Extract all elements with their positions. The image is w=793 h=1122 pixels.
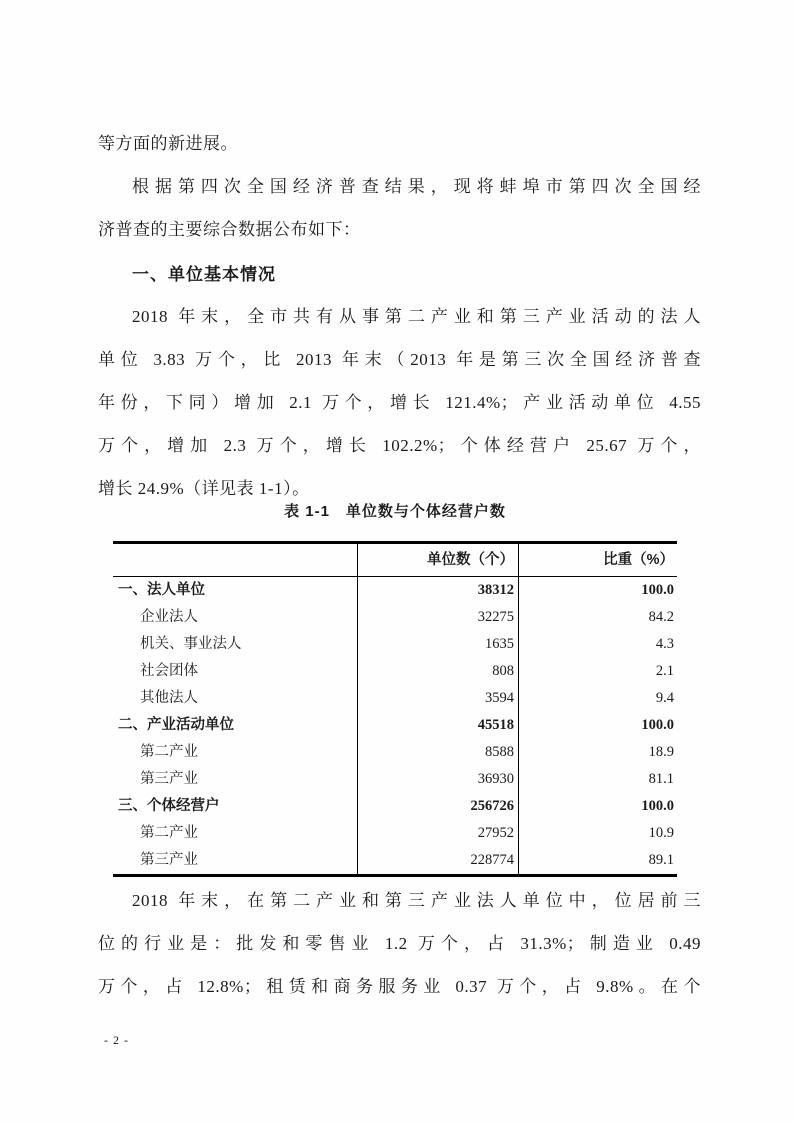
header-stub-cell — [113, 544, 357, 576]
row-share: 84.2 — [518, 604, 677, 631]
row-share: 81.1 — [518, 766, 677, 793]
body-line: 位的行业是：批发和零售业 1.2 万个，占 31.3%；制造业 0.49 — [98, 934, 701, 953]
row-share: 10.9 — [518, 820, 677, 847]
table-header-row — [113, 544, 677, 577]
body-line: 2018 年末，全市共有从事第二产业和第三产业活动的法人 — [132, 307, 701, 326]
row-units: 1635 — [357, 631, 518, 658]
body-line: 万个，增加 2.3 万个，增长 102.2%；个体经营户 25.67 万个， — [98, 436, 701, 455]
row-units: 808 — [357, 658, 518, 685]
row-label: 其他法人 — [140, 690, 198, 706]
units-table — [113, 541, 677, 877]
row-share: 2.1 — [518, 658, 677, 685]
row-units: 38312 — [357, 577, 518, 604]
body-line: 单位 3.83 万个，比 2013 年末（2013 年是第三次全国经济普查 — [98, 350, 701, 369]
row-share: 100.0 — [518, 712, 677, 739]
row-label: 一、法人单位 — [118, 582, 205, 598]
row-units: 27952 — [357, 820, 518, 847]
row-share: 100.0 — [518, 577, 677, 604]
row-label: 三、个体经营户 — [118, 798, 220, 814]
table-row — [113, 604, 677, 631]
body-line: 2018 年末，在第二产业和第三产业法人单位中，位居前三 — [132, 891, 701, 910]
row-label: 二、产业活动单位 — [118, 717, 234, 733]
row-units: 45518 — [357, 712, 518, 739]
row-label: 企业法人 — [140, 609, 198, 625]
section-heading: 一、单位基本情况 — [132, 265, 276, 284]
row-share: 4.3 — [518, 631, 677, 658]
table-row — [113, 685, 677, 712]
body-line: 增长 24.9%（详见表 1-1）。 — [98, 479, 310, 498]
row-units: 3594 — [357, 685, 518, 712]
table-row — [113, 712, 677, 739]
table-row — [113, 820, 677, 847]
table-row — [113, 793, 677, 820]
table-row — [113, 766, 677, 793]
paragraph-units — [98, 295, 701, 510]
row-label: 社会团体 — [140, 663, 198, 679]
row-share: 9.4 — [518, 685, 677, 712]
table-row — [113, 847, 677, 874]
paragraph-industries — [98, 879, 701, 1008]
row-label: 第二产业 — [140, 825, 198, 841]
row-share: 18.9 — [518, 739, 677, 766]
row-share: 100.0 — [518, 793, 677, 820]
header-share-cell: 比重（%） — [518, 544, 677, 576]
table-caption: 表 1-1 单位数与个体经营户数 — [284, 503, 506, 520]
table-row — [113, 739, 677, 766]
row-label: 第三产业 — [140, 771, 198, 787]
paragraph-announce — [98, 165, 701, 251]
row-units: 256726 — [357, 793, 518, 820]
row-units: 32275 — [357, 604, 518, 631]
row-label: 第三产业 — [140, 852, 198, 868]
row-label: 机关、事业法人 — [140, 636, 242, 652]
paragraph-continued — [98, 122, 701, 165]
table-row — [113, 577, 677, 604]
table-row — [113, 631, 677, 658]
body-line: 等方面的新进展。 — [98, 134, 238, 153]
page-number: - 2 - — [104, 1033, 129, 1047]
body-line: 根据第四次全国经济普查结果，现将蚌埠市第四次全国经 — [132, 177, 701, 196]
header-units-cell: 单位数（个） — [357, 544, 518, 576]
body-line: 万个，占 12.8%；租赁和商务服务业 0.37 万个，占 9.8%。在个 — [98, 977, 701, 996]
body-line: 年份，下同）增加 2.1 万个，增长 121.4%；产业活动单位 4.55 — [98, 393, 701, 412]
row-units: 8588 — [357, 739, 518, 766]
row-units: 36930 — [357, 766, 518, 793]
row-units: 228774 — [357, 847, 518, 874]
table-row — [113, 658, 677, 685]
row-label: 第二产业 — [140, 744, 198, 760]
body-line: 济普查的主要综合数据公布如下： — [98, 220, 361, 239]
row-share: 89.1 — [518, 847, 677, 874]
